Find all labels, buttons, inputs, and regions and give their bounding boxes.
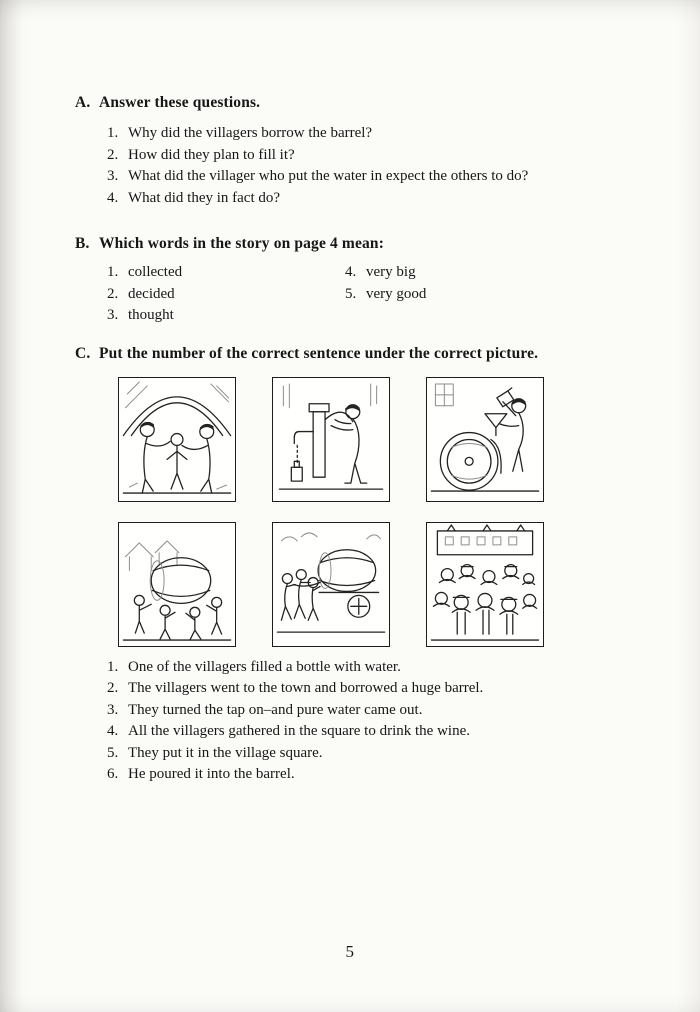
word-text: thought (128, 307, 174, 323)
question-number: 3. (107, 168, 119, 184)
section-b-right-column (345, 262, 426, 327)
sentence-text: They put it in the village square. (128, 744, 323, 761)
sentence-item (107, 700, 642, 722)
section-c (75, 343, 642, 786)
sentence-number: 2. (107, 680, 119, 696)
question-number: 2. (107, 146, 119, 163)
word-number: 1. (107, 264, 119, 280)
question-text: What did the villager who put the water in expect the others to do? (128, 168, 529, 184)
section-b-label: B. (75, 235, 90, 252)
picture-villagers-talking (118, 377, 236, 502)
word-number: 4. (345, 264, 357, 280)
sentence-text: The villagers went to the town and borrowed a huge barrel. (128, 680, 484, 696)
word-text: collected (128, 264, 183, 280)
word-number: 2. (107, 285, 119, 302)
sentence-number: 6. (107, 766, 119, 782)
section-b-title: Which words in the story on page 4 mean: (99, 235, 385, 252)
sentence-item (107, 764, 642, 786)
word-item (345, 262, 426, 284)
section-b-left-column (107, 262, 345, 327)
word-item (345, 284, 426, 306)
pouring-into-barrel-illustration (427, 378, 543, 501)
question-item (107, 145, 642, 167)
question-item (107, 166, 642, 188)
section-c-title: Put the number of the correct sentence under the correct picture. (99, 344, 539, 362)
crowd-in-square-illustration (427, 523, 543, 646)
section-a-title: Answer these questions. (99, 94, 261, 111)
question-text: Why did the villagers borrow the barrel? (128, 125, 373, 141)
word-item (107, 262, 345, 284)
word-item (107, 284, 345, 306)
sentence-number: 4. (107, 723, 119, 739)
question-number: 1. (107, 125, 119, 141)
picture-man-pouring-into-barrel (426, 377, 544, 502)
sentence-number: 1. (107, 658, 119, 675)
sentence-item (107, 657, 642, 679)
picture-villagers-pulling-barrel-cart (272, 522, 390, 647)
section-a-question-list (107, 123, 642, 209)
section-b-heading (75, 233, 642, 254)
sentence-text: They turned the tap on–and pure water came out. (128, 701, 423, 718)
sentence-item (107, 721, 642, 743)
pulling-barrel-cart-illustration (273, 523, 389, 646)
sentence-item (107, 743, 642, 765)
question-text: What did they in fact do? (128, 189, 281, 206)
picture-crowd-in-square (426, 522, 544, 647)
man-at-pump-illustration (273, 378, 389, 501)
question-item (107, 188, 642, 210)
sentence-text: All the villagers gathered in the square to drink the wine. (128, 723, 470, 739)
sentence-number: 3. (107, 701, 119, 718)
sentence-list (107, 657, 642, 786)
section-a (75, 92, 642, 209)
picture-man-filling-bottle-at-pump (272, 377, 390, 502)
question-item (107, 123, 642, 145)
word-number: 5. (345, 285, 357, 302)
page-number: 5 (345, 942, 355, 961)
word-text: decided (128, 285, 175, 302)
picture-grid (118, 377, 642, 647)
sentence-text: One of the villagers filled a bottle with water. (128, 658, 401, 675)
villagers-talking-illustration (119, 378, 235, 501)
question-text: How did they plan to fill it? (128, 146, 295, 163)
word-text: very big (366, 264, 416, 280)
picture-villagers-rolling-barrel (118, 522, 236, 647)
section-a-heading (75, 92, 642, 113)
section-b (75, 233, 642, 327)
sentence-text: He poured it into the barrel. (128, 766, 295, 782)
word-number: 3. (107, 307, 119, 323)
word-item (107, 305, 345, 327)
sentence-item (107, 678, 642, 700)
rolling-barrel-illustration (119, 523, 235, 646)
section-b-columns (75, 254, 642, 327)
question-number: 4. (107, 189, 119, 206)
section-c-label: C. (75, 344, 91, 362)
section-a-label: A. (75, 94, 91, 111)
section-c-heading (75, 343, 642, 364)
word-text: very good (366, 285, 427, 302)
sentence-number: 5. (107, 744, 119, 761)
